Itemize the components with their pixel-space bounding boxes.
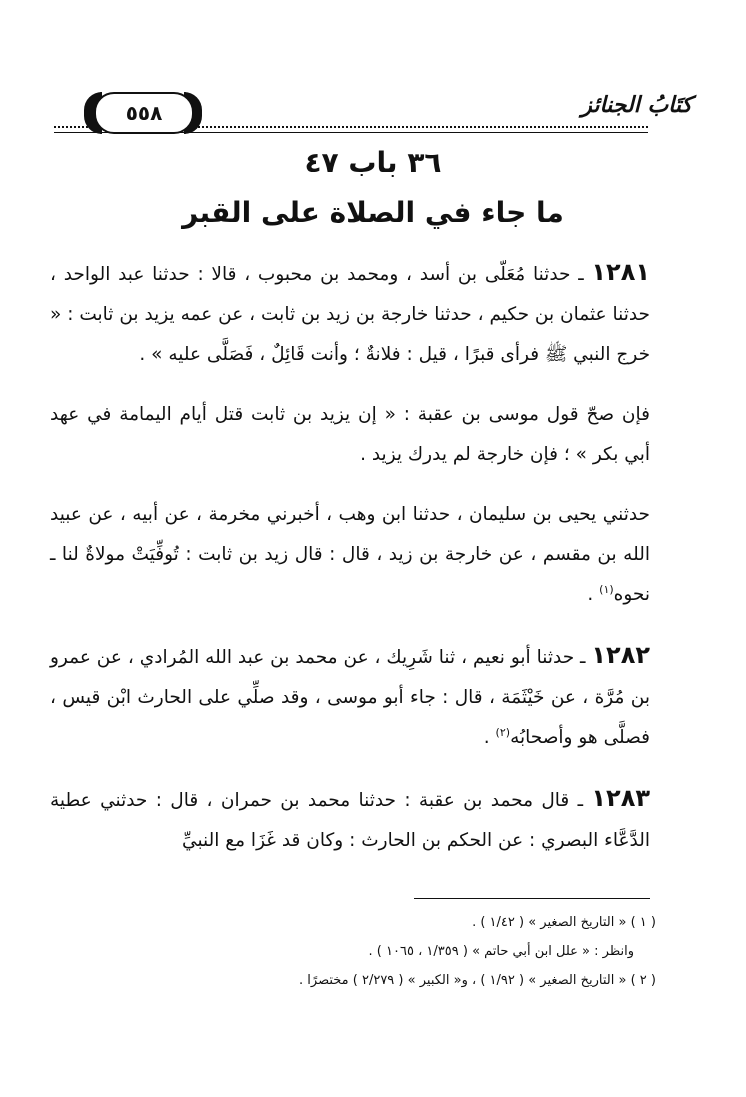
footnote-ref[interactable]: (١) <box>599 582 614 596</box>
footnote-ref[interactable]: (٢) <box>495 725 511 739</box>
hadith-number: ١٢٨١ <box>591 258 650 286</box>
page-number-badge <box>94 92 194 134</box>
paragraph-tail: . <box>483 727 496 748</box>
hadith-paragraph <box>50 252 650 375</box>
footnote: ( ٢ ) « التاريخ الصغير » ( ١/٩٢ ) ، و« الكبير » ( ٢/٢٧٩ ) مختصرًا . <box>299 973 656 988</box>
book-title: كتَابُ الجنائز <box>581 92 692 118</box>
paragraph-text: ـ حدثنا أبو نعيم ، ثنا شَرِيك ، عن محمد بن عبد الله المُرادي ، عن عمرو بن مُرَّة ، عن خَيْثَمَة ، قال : جاء أبو موسى ، وقد صلِّي على الحارث ابْن قيس ، فصلَّى هو وأصحابُه <box>50 647 650 748</box>
chapter-title: ما جاء في الصلاة على القبر <box>182 196 564 229</box>
footnote: ( ١ ) « التاريخ الصغير » ( ١/٤٢ ) . <box>472 915 656 930</box>
commentary-paragraph <box>50 395 650 475</box>
paragraph-tail: . <box>587 584 600 605</box>
paragraph-text: ـ قال محمد بن عقبة : حدثنا محمد بن حمران ، قال : حدثني عطية الدَّعَّاء البصري : عن الحكم بن الحارث : وكان قد غَزَا مع النبيِّ <box>50 790 650 851</box>
hadith-number: ١٢٨٣ <box>591 784 650 812</box>
hadith-number: ١٢٨٢ <box>591 641 650 669</box>
hadith-paragraph <box>50 635 650 758</box>
footnote-divider <box>414 898 650 899</box>
commentary-paragraph <box>50 495 650 615</box>
chapter-heading: ٣٦ باب ٤٧ <box>304 146 442 179</box>
hadith-paragraph <box>50 778 650 861</box>
paragraph-text: فإن صحّ قول موسى بن عقبة : « إن يزيد بن ثابت قتل أيام اليمامة في عهد أبي بكر » ؛ فإن خارجة لم يدرك يزيد . <box>50 404 650 465</box>
paragraph-text: حدثني يحيى بن سليمان ، حدثنا ابن وهب ، أخبرني مخرمة ، عن أبيه ، عن عبيد الله بن مقسم ، عن خارجة بن زيد ، قال : قال زيد بن ثابت : تُوفِّيَتْ مولاةٌ لنا ـ نحوه <box>50 504 650 605</box>
main-text <box>50 252 650 881</box>
footnotes <box>50 908 656 995</box>
page-header <box>54 86 692 130</box>
footnote: وانظر : « علل ابن أبي حاتم » ( ١/٣٥٩ ، ١٠٦٥ ) . <box>368 944 634 959</box>
page-number: ٥٥٨ <box>125 101 163 125</box>
paragraph-text: ـ حدثنا مُعَلّى بن أسد ، ومحمد بن محبوب ، قالا : حدثنا عبد الواحد ، حدثنا عثمان بن حكيم ، حدثنا خارجة بن زيد بن ثابت ، عن عمه يزيد بن ثابت : « خرج النبي ﷺ فرأى قبرًا ، قيل : فلانةٌ ؛ وأنت قَائِلٌ ، فَصَلَّى عليه » . <box>50 264 650 365</box>
